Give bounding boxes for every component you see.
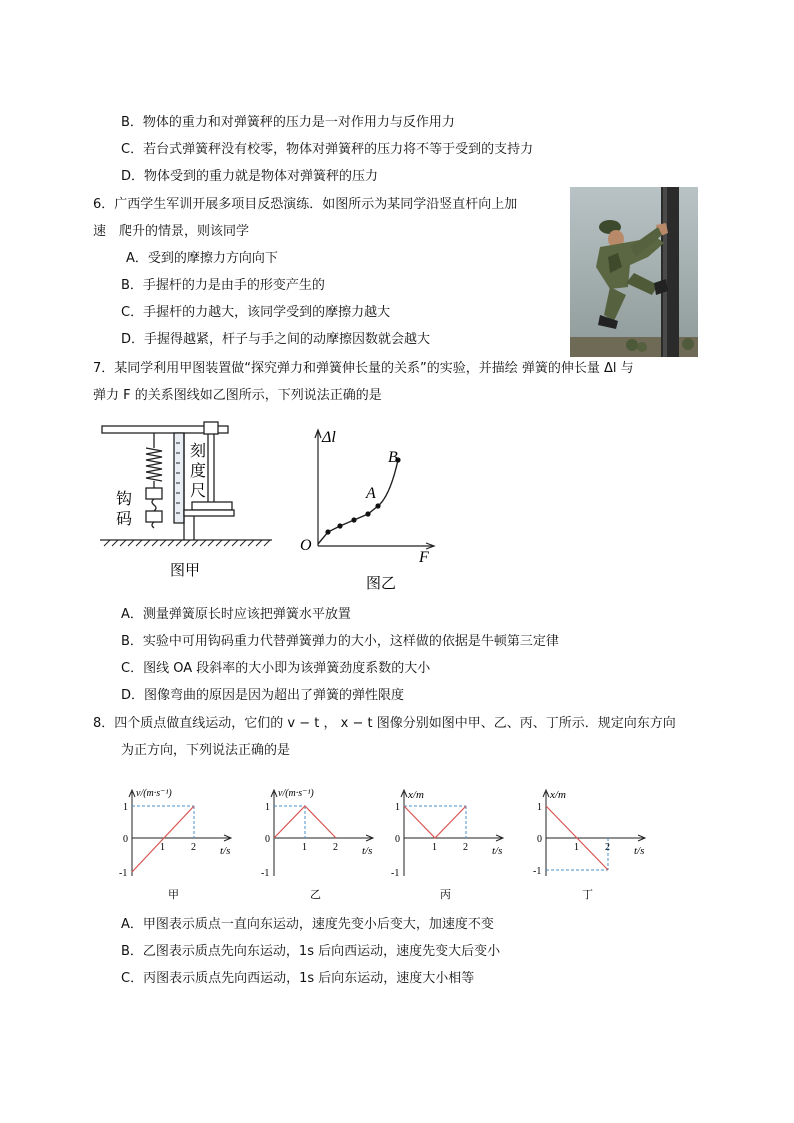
tick-x: 1 [160,842,165,853]
tick-y: -1 [391,868,400,879]
q6-stem-line2: 速 爬升的情景，则该同学 [93,224,250,239]
tick-y: 0 [395,834,400,845]
point-b-label: B [388,449,398,466]
tick-y: 0 [537,834,542,845]
tick-x: 2 [463,842,468,853]
weight-label-2: 码 [116,511,133,528]
graph-caption: 丁 [582,889,593,901]
q7-option-a: A．测量弹簧原长时应该把弹簧水平放置 [121,607,351,622]
graph-xlabel: t/s [634,845,645,857]
tick-y: -1 [119,868,128,879]
tick-y: 0 [123,834,128,845]
q7-option-d: D．图像弯曲的原因是因为超出了弹簧的弹性限度 [121,688,405,703]
graph-xlabel: F [419,549,429,566]
q6-option-b: B．手握杆的力是由手的形变产生的 [121,278,325,293]
q7-option-b: B．实验中可用钩码重力代替弹簧弹力的大小，这样做的依据是牛顿第三定律 [121,634,559,649]
line-bing [404,806,466,838]
q8-stem-line1: 8．四个质点做直线运动，它们的 v − t ， x − t 图像分别如图中甲、乙、丙、丁所示．规定向东方向 [93,716,676,731]
data-point [351,517,356,522]
graph-ylabel: Δl [322,429,336,446]
q7-option-c: C．图线 OA 段斜率的大小即为该弹簧劲度系数的大小 [121,661,431,676]
graph-ding [524,784,664,908]
q6-stem-line1: 6．广西学生军训开展多项目反恐演练．如图所示为某同学沿竖直杆向上加 [93,197,518,212]
ruler-label-3: 尺 [190,483,207,500]
data-point [365,511,370,516]
tick-y: 0 [265,834,270,845]
line-jia [132,806,194,872]
graph-yi [252,784,392,908]
tick-y: 1 [123,802,128,813]
tick-y: -1 [533,866,542,877]
figure-apparatus [96,418,276,586]
data-point [337,523,342,528]
tick-x: 1 [302,842,307,853]
data-point [325,529,330,534]
tick-x: 2 [605,842,610,853]
tick-x: 1 [432,842,437,853]
figure-graph-caption: 图乙 [366,576,397,592]
tick-y: -1 [261,868,270,879]
tick-x: 1 [574,842,579,853]
graph-xlabel: t/s [220,845,231,857]
tick-x: 2 [191,842,196,853]
graph-caption: 乙 [310,889,321,901]
graph-caption: 甲 [168,889,179,901]
figure-apparatus-caption: 图甲 [170,563,201,579]
tick-x: 2 [333,842,338,853]
graph-origin: O [300,537,312,554]
figure-graph-dl-f [294,422,444,594]
climbing-photo [570,187,698,357]
q6-option-c: C．手握杆的力越大，该同学受到的摩擦力越大 [121,305,391,320]
ruler-label-1: 刻 [190,443,207,460]
q8-option-a: A．甲图表示质点一直向东运动，速度先变小后变大，加速度不变 [121,917,494,932]
ruler-label-2: 度 [190,463,207,480]
graph-caption: 丙 [440,889,451,901]
tick-y: 1 [395,802,400,813]
graph-xlabel: t/s [362,845,373,857]
q6-option-d: D．手握得越紧，杆子与手之间的动摩擦因数就会越大 [121,332,431,347]
graph-bing [382,784,522,908]
graph-ylabel: v/(m·s⁻¹) [136,788,172,799]
graph-ylabel: x/m [408,789,424,801]
q7-stem-line1: 7．某同学利用甲图装置做“探究弹力和弹簧伸长量的关系”的实验，并描绘 弹簧的伸长量 Δl 与 [93,361,634,376]
prev-option-c: C．若台式弹簧秤没有校零，物体对弹簧秤的压力将不等于受到的支持力 [121,142,534,157]
graph-xlabel: t/s [492,845,503,857]
tick-y: 1 [265,802,270,813]
point-a-label: A [366,485,376,502]
data-point [375,503,380,508]
graph-ylabel: v/(m·s⁻¹) [278,788,314,799]
graph-ylabel: x/m [550,789,566,801]
q7-stem-line2: 弹力 F 的关系图线如乙图所示，下列说法正确的是 [93,388,382,403]
graph-jia [110,784,250,908]
weight-label-1: 钩 [116,491,133,508]
tick-y: 1 [537,802,542,813]
q8-option-c: C．丙图表示质点先向西运动，1s 后向东运动，速度大小相等 [121,971,475,986]
prev-option-b: B．物体的重力和对弹簧秤的压力是一对作用力与反作用力 [121,115,455,130]
prev-option-d: D．物体受到的重力就是物体对弹簧秤的压力 [121,169,379,184]
q8-stem-line2: 为正方向，下列说法正确的是 [121,743,291,758]
q8-option-b: B．乙图表示质点先向东运动，1s 后向西运动，速度先变大后变小 [121,944,501,959]
q6-option-a: A．受到的摩擦力方向向下 [126,251,278,266]
